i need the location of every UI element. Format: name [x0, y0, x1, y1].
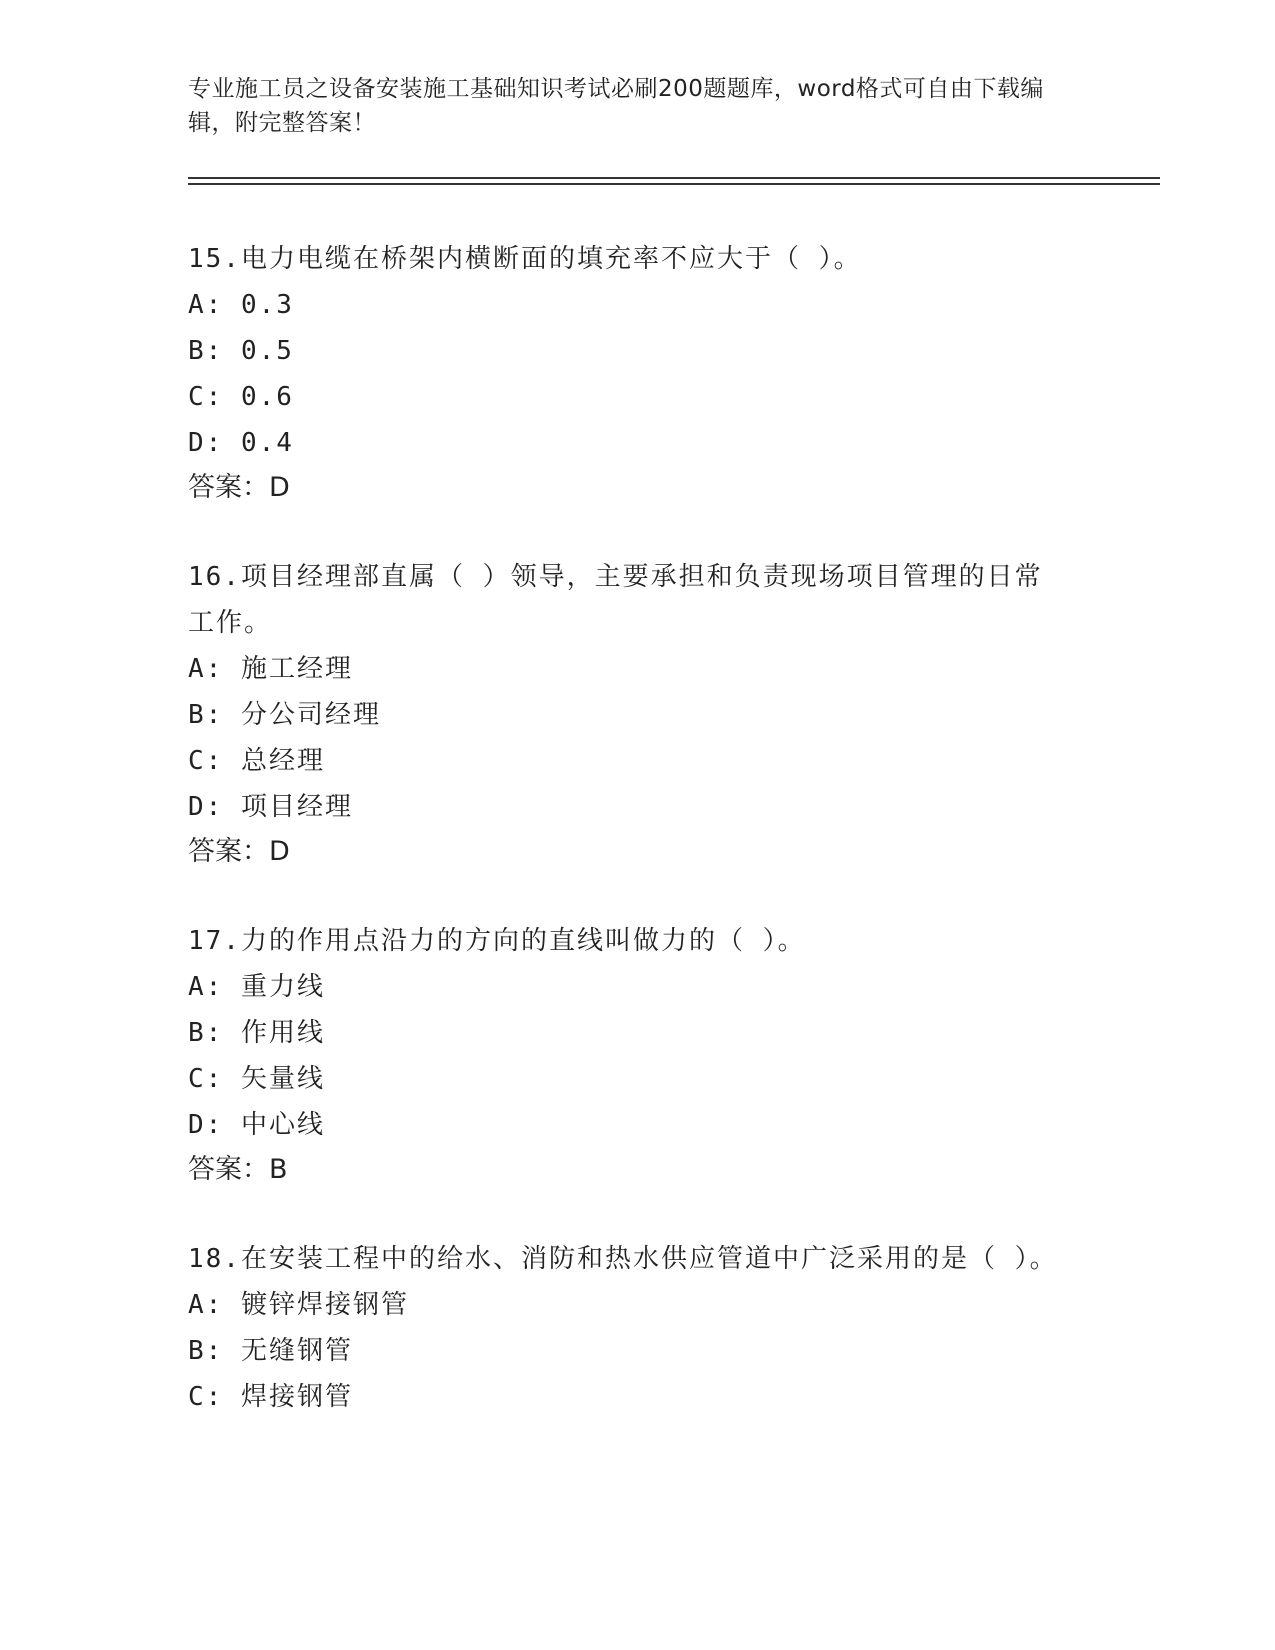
- option-a: A: 施工经理: [188, 654, 353, 684]
- question-18: [188, 1236, 1068, 1420]
- option-c: C: 矢量线: [188, 1064, 325, 1094]
- option-c: C: 总经理: [188, 746, 325, 776]
- option-d: D: 中心线: [188, 1110, 325, 1140]
- answer-label: 答案：D: [188, 836, 290, 867]
- header-divider-bottom: [188, 183, 1160, 185]
- option-a: A: 镀锌焊接钢管: [188, 1290, 409, 1320]
- document-header: 专业施工员之设备安装施工基础知识考试必刷200题题库，word格式可自由下载编辑，附完整答案！: [188, 76, 1044, 136]
- option-c: C: 焊接钢管: [188, 1382, 353, 1412]
- question-17: [188, 918, 1068, 1192]
- answer-label: 答案：D: [188, 472, 290, 503]
- option-b: B: 0.5: [188, 336, 294, 366]
- question-text: 17.力的作用点沿力的方向的直线叫做力的（ ）。: [188, 926, 806, 956]
- option-a: A: 重力线: [188, 972, 325, 1002]
- question-list: [188, 236, 1068, 1464]
- option-a: A: 0.3: [188, 290, 294, 320]
- option-d: D: 项目经理: [188, 792, 353, 822]
- question-15: [188, 236, 1068, 510]
- option-d: D: 0.4: [188, 428, 294, 458]
- option-b: B: 分公司经理: [188, 700, 381, 730]
- question-text: 16.项目经理部直属（ ）领导，主要承担和负责现场项目管理的日常工作。: [188, 562, 1043, 638]
- question-16: [188, 554, 1068, 874]
- question-text: 15.电力电缆在桥架内横断面的填充率不应大于（ ）。: [188, 244, 862, 274]
- option-b: B: 作用线: [188, 1018, 325, 1048]
- question-text: 18.在安装工程中的给水、消防和热水供应管道中广泛采用的是（ ）。: [188, 1244, 1058, 1274]
- option-c: C: 0.6: [188, 382, 294, 412]
- option-b: B: 无缝钢管: [188, 1336, 353, 1366]
- header-divider-top: [188, 177, 1160, 179]
- answer-label: 答案：B: [188, 1154, 288, 1185]
